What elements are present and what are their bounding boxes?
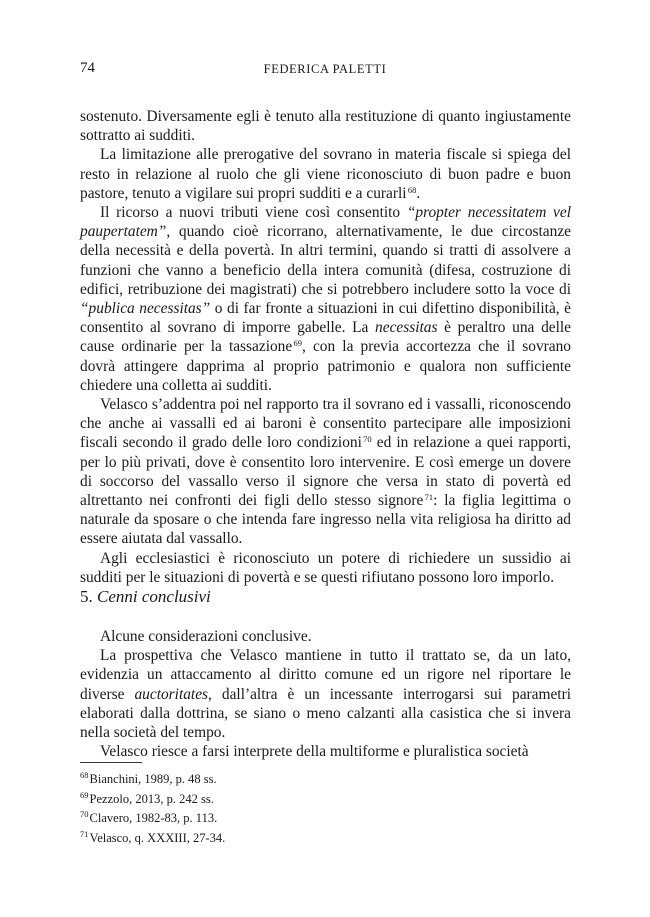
footnote: $^{71}$ Velasco, q. XXXIII, 27-34. — [80, 828, 226, 845]
section-heading: 5. Cenni conclusivi — [80, 587, 211, 606]
paragraph: Il ricorso a nuovi tributi viene così consentito “propter necessitatem vel paupertatem”, quando cioè ricorrano, alternativamente, le due circostanze della necessità e della povertà. In altri termini, quando si tratti di assolvere a funzioni che vanno a beneficio della intera comunità (difesa, costruzione di edifici, retribuzione dei magistrati) che si potrebbero includere sotto la voce di “publica necessitas” o di far fronte a situazioni in cui difettino disponibilità, è consentito al sovrano di imporre gabelle. La necessitas è peraltro una delle cause ordinarie per la tassazione $^{69}$, con la previa accortezza che il sovrano dovrà attingere dapprima al proprio patrimonio e qualora non sufficiente chiedere una colletta ai sudditi. — [80, 204, 572, 394]
page-number: 74 — [80, 60, 95, 76]
footnote-ref: 70 — [363, 434, 372, 445]
footnote: $^{69}$ Pezzolo, 2013, p. 242 ss. — [80, 789, 214, 806]
footnote-divider — [80, 762, 142, 763]
paragraph: sostenuto. Diversamente egli è tenuto alla restituzione di quanto ingiustamente sottratto ai sudditi. — [80, 108, 571, 145]
footnote-ref: 69 — [293, 338, 302, 349]
paragraph: Velasco s’addentra poi nel rapporto tra il sovrano ed i vassalli, riconoscendo che anche ai vassalli ed ai baroni è consentito partecipare alle imposizioni fiscali secondo il grado delle loro condizioni $^{70}$ ed in relazione a quei rapporti, per lo più privati, dove è consentito loro intervenire. E così emerge un dovere di soccorso del vassallo verso il signore che versa in stato di povertà ed altrettanto nei confronti dei figli dello stesso signore $^{71}$: la figlia legittima o naturale da sposare o che intenda fare ingresso nella vita religiosa ha diritto ad essere aiutata dal vassallo. — [80, 396, 571, 548]
section-text — [80, 627, 571, 761]
main-text — [80, 107, 571, 587]
paragraph: La prospettiva che Velasco mantiene in tutto il trattato se, da un lato, evidenzia un attaccamento al diritto comune ed un rigore nel riportare le diverse auctoritates, dall’altra è un incessante interrogarsi sui parametri elaborati dalla dottrina, se siano o meno calzanti alla casistica che si invera nella società del tempo. — [80, 647, 571, 742]
paragraph: Alcune considerazioni conclusive. — [100, 628, 312, 645]
paragraph: La limitazione alle prerogative del sovrano in materia fiscale si spiega del resto in relazione al ruolo che gli viene riconosciuto di buon padre e buon pastore, tenuto a vigilare sui propri sudditi e a curarli $^{68}$. — [80, 146, 571, 202]
footnote-ref: 71 — [424, 492, 434, 503]
paragraph: Velasco riesce a farsi interprete della multiforme e pluralistica società — [100, 743, 529, 761]
footnote: $^{70}$ Clavero, 1982-83, p. 113. — [80, 809, 218, 825]
footnotes — [80, 770, 225, 848]
paragraph: Agli ecclesiastici è riconosciuto un potere di richiedere un sussidio ai sudditi per le situazioni di povertà e se questi rifiutano possono loro imporlo. — [80, 549, 571, 586]
footnote-ref: 68 — [407, 184, 417, 195]
running-head: FEDERICA PALETTI — [263, 62, 387, 76]
footnote: $^{68}$ Bianchini, 1989, p. 48 ss. — [80, 770, 217, 786]
